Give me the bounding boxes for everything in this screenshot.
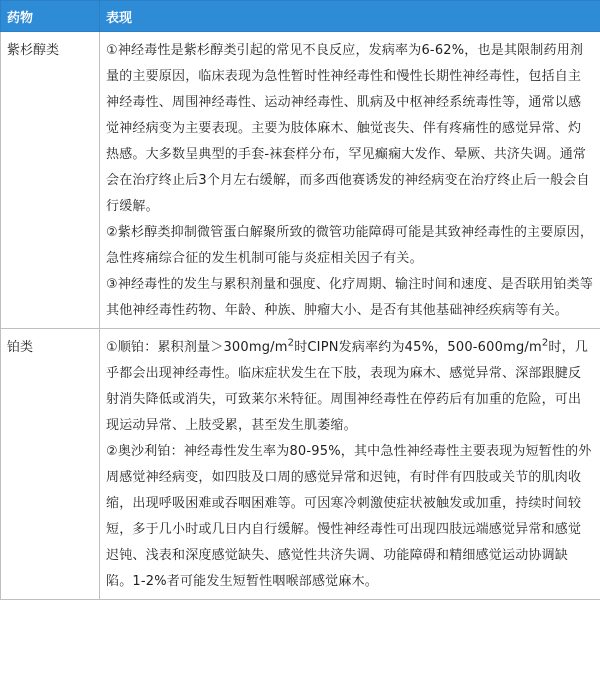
- text-run: ①顺铂：累积剂量＞300mg/m: [106, 340, 288, 355]
- paragraph-oxaliplatin: ②奥沙利铂：神经毒性发生率为80-95%，其中急性神经毒性主要表现为短暂性的外周感觉神经病变，如四肢及口周的感觉异常和迟钝，有时伴有四肢或关节的肌肉收缩，出现呼吸困难或吞咽困难等。可因寒冷刺激使症状被触发或加重，持续时间较短，多于几小时或几日内自行缓解。慢性神经毒性可出现四肢远端感觉异常和感觉迟钝、浅表和深度感觉缺失、感觉性共济失调、功能障碍和精细感觉运动协调缺陷。1-2%者可能发生短暂性咽喉部感觉麻木。: [106, 444, 592, 589]
- drug-name-taxanes: 紫杉醇类: [1, 32, 100, 329]
- text-run: 时CIPN发病率约为45%，500-600mg/m: [294, 340, 542, 355]
- table-header-row: [1, 1, 600, 32]
- header-manifestation: 表现: [100, 1, 600, 32]
- paragraph: ②紫杉醇类抑制微管蛋白解聚所致的微管功能障碍可能是其致神经毒性的主要原因，急性疼痛综合征的发生机制可能与炎症相关因子有关。: [106, 225, 594, 266]
- table-row: [1, 329, 600, 600]
- paragraph: ③神经毒性的发生与累积剂量和强度、化疗周期、输注时间和速度、是否联用铂类等其他神经毒性药物、年龄、种族、肿瘤大小、是否有其他基础神经疾病等有关。: [106, 277, 594, 318]
- header-drug: 药物: [1, 1, 100, 32]
- paragraph-cisplatin: [106, 335, 594, 439]
- superscript: 2: [541, 337, 549, 349]
- drug-name-platinum: 铂类: [1, 329, 100, 600]
- text-run: 时，几乎都会出现神经毒性。临床症状发生在下肢，表现为麻木、感觉异常、深部跟腱反射消失降低或消失，可致莱尔米特征。周围神经毒性在停药后有加重的危险，可出现运动异常、上肢受累，甚至发生肌萎缩。: [106, 340, 589, 433]
- manifestation-platinum: [100, 329, 600, 600]
- paragraph: ①神经毒性是紫杉醇类引起的常见不良反应，发病率为6-62%，也是其限制药用剂量的主要原因，临床表现为急性暂时性神经毒性和慢性长期性神经毒性，包括自主神经毒性、周围神经毒性、运动神经毒性、肌病及中枢神经系统毒性等，通常以感觉神经病变为主要表现。主要为肢体麻木、触觉丧失、伴有疼痛性的感觉异常、灼热感。大多数呈典型的手套-袜套样分布，罕见癫痫大发作、晕厥、共济失调。通常会在治疗终止后3个月左右缓解，而多西他赛诱发的神经病变在治疗终止后一般会自行缓解。: [106, 43, 590, 214]
- manifestation-taxanes: [100, 32, 600, 329]
- table-row: [1, 32, 600, 329]
- superscript: 2: [287, 337, 295, 349]
